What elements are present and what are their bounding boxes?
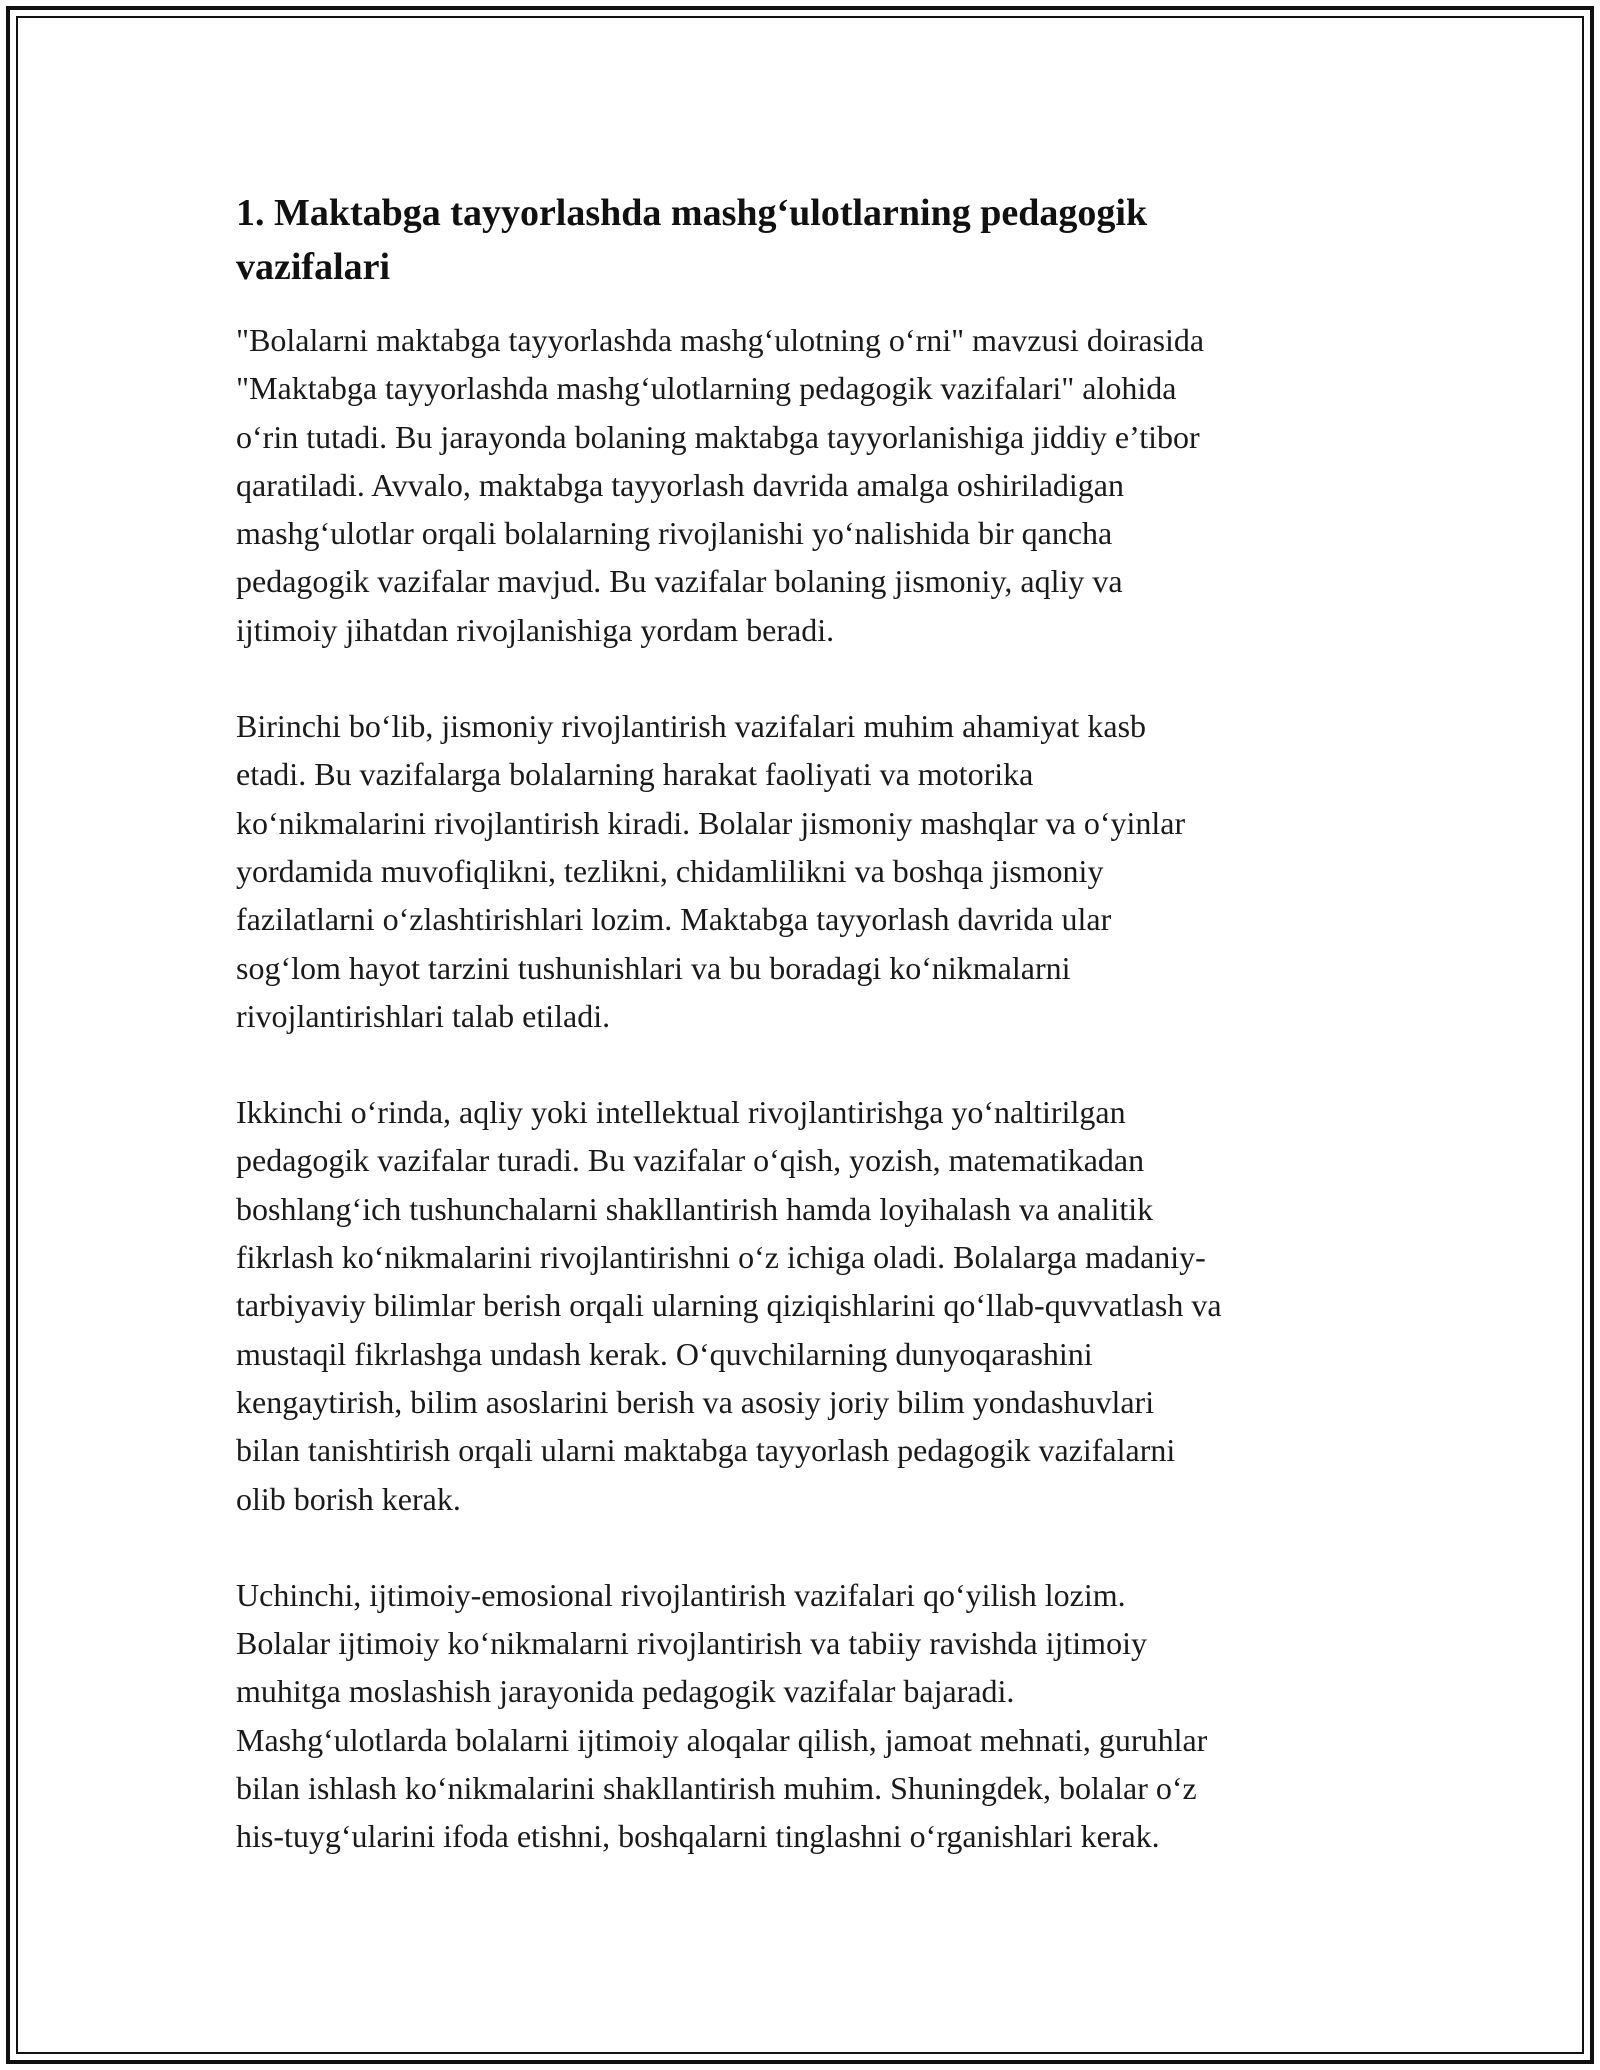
text-line: fikrlash ko‘nikmalarini rivojlantirishni o‘z ichiga oladi. Bolalarga madaniy- bbox=[236, 1239, 1206, 1276]
text-line: pedagogik vazifalar turadi. Bu vazifalar o‘qish, yozish, matematikadan bbox=[236, 1142, 1145, 1179]
text-line: bilan ishlash ko‘nikmalarini shakllantirish muhim. Shuningdek, bolalar o‘z bbox=[236, 1770, 1197, 1807]
text-line: mustaqil fikrlashga undash kerak. O‘quvchilarning dunyoqarashini bbox=[236, 1335, 1093, 1372]
text-line: boshlang‘ich tushunchalarni shakllantirish hamda loyihalash va analitik bbox=[236, 1190, 1154, 1227]
text-line: his-tuyg‘ularini ifoda etishni, boshqalarni tinglashni o‘rganishlari kerak. bbox=[236, 1818, 1160, 1855]
text-line: etadi. Bu vazifalarga bolalarning harakat faoliyati va motorika bbox=[236, 756, 1034, 793]
paragraph-1 bbox=[236, 316, 1386, 654]
text-line: sog‘lom hayot tarzini tushunishlari va bu boradagi ko‘nikmalarni bbox=[236, 949, 1071, 986]
title-line: 1. Maktabga tayyorlashda mashg‘ulotlarning pedagogik bbox=[236, 192, 1148, 234]
text-line: bilan tanishtirish orqali ularni maktabga tayyorlash pedagogik vazifalarni bbox=[236, 1432, 1176, 1469]
text-line: Bolalar ijtimoiy ko‘nikmalarni rivojlantirish va tabiiy ravishda ijtimoiy bbox=[236, 1625, 1147, 1662]
text-line: Ikkinchi o‘rinda, aqliy yoki intellektual rivojlantirishga yo‘naltirilgan bbox=[236, 1094, 1126, 1131]
document-body bbox=[236, 186, 1386, 1909]
text-line: qaratiladi. Avvalo, maktabga tayyorlash davrida amalga oshiriladigan bbox=[236, 466, 1124, 503]
text-line: ko‘nikmalarini rivojlantirish kiradi. Bolalar jismoniy mashqlar va o‘yinlar bbox=[236, 804, 1186, 841]
text-line: olib borish kerak. bbox=[236, 1480, 461, 1517]
text-line: ijtimoiy jihatdan rivojlanishiga yordam beradi. bbox=[236, 611, 835, 648]
paragraph-3 bbox=[236, 1088, 1386, 1523]
text-line: pedagogik vazifalar mavjud. Bu vazifalar bolaning jismoniy, aqliy va bbox=[236, 563, 1123, 600]
text-line: "Maktabga tayyorlashda mashg‘ulotlarning pedagogik vazifalari" alohida bbox=[236, 370, 1177, 407]
text-line: Uchinchi, ijtimoiy-emosional rivojlantirish vazifalari qo‘yilish lozim. bbox=[236, 1576, 1126, 1613]
text-line: fazilatlarni o‘zlashtirishlari lozim. Maktabga tayyorlash davrida ular bbox=[236, 901, 1112, 938]
title-line: vazifalari bbox=[236, 246, 391, 288]
text-line: tarbiyaviy bilimlar berish orqali ularning qiziqishlarini qo‘llab-quvvatlash va bbox=[236, 1287, 1222, 1324]
text-line: yordamida muvofiqlikni, tezlikni, chidamlilikni va boshqa jismoniy bbox=[236, 852, 1104, 889]
paragraph-4 bbox=[236, 1571, 1386, 1861]
text-line: rivojlantirishlari talab etiladi. bbox=[236, 997, 611, 1034]
paragraph-2 bbox=[236, 702, 1386, 1040]
text-line: Mashg‘ulotlarda bolalarni ijtimoiy aloqalar qilish, jamoat mehnati, guruhlar bbox=[236, 1721, 1208, 1758]
text-line: kengaytirish, bilim asoslarini berish va asosiy joriy bilim yondashuvlari bbox=[236, 1383, 1155, 1420]
section-title bbox=[236, 186, 1386, 294]
text-line: muhitga moslashish jarayonida pedagogik vazifalar bajaradi. bbox=[236, 1673, 1015, 1710]
text-line: Birinchi bo‘lib, jismoniy rivojlantirish vazifalari muhim ahamiyat kasb bbox=[236, 708, 1147, 745]
text-line: mashg‘ulotlar orqali bolalarning rivojlanishi yo‘nalishida bir qancha bbox=[236, 515, 1113, 552]
text-line: o‘rin tutadi. Bu jarayonda bolaning maktabga tayyorlanishiga jiddiy e’tibor bbox=[236, 418, 1200, 455]
text-line: "Bolalarni maktabga tayyorlashda mashg‘ulotning o‘rni" mavzusi doirasida bbox=[236, 322, 1205, 358]
